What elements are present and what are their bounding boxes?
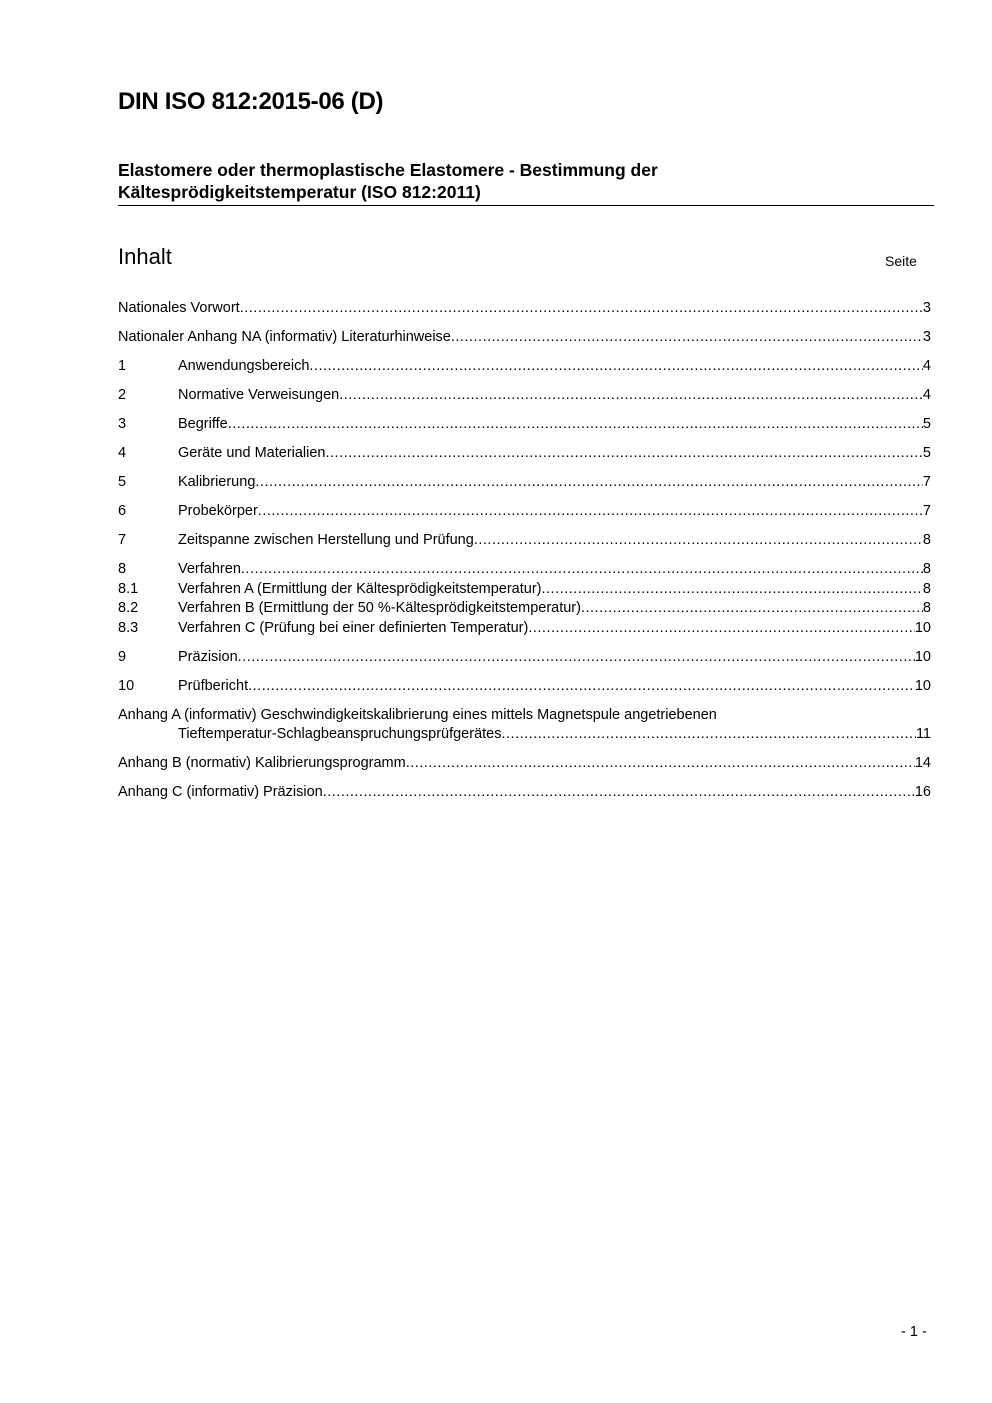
toc-entry-2[interactable] bbox=[118, 387, 931, 407]
document-id: DIN ISO 812:2015-06 (D) bbox=[118, 88, 384, 115]
toc-leader-dots bbox=[323, 784, 915, 800]
toc-entry-title: Begriffe bbox=[178, 416, 228, 432]
toc-entry-page: 14 bbox=[914, 755, 931, 771]
toc-entry-page: 5 bbox=[922, 416, 931, 432]
toc-leader-dots bbox=[339, 387, 923, 403]
toc-leader-dots bbox=[451, 329, 923, 345]
toc-entry-4[interactable] bbox=[118, 445, 931, 465]
toc-entry-number: 10 bbox=[118, 677, 135, 694]
toc-leader-dots bbox=[541, 581, 922, 597]
toc-entry-page: 10 bbox=[914, 677, 931, 694]
toc-entry-number: 5 bbox=[118, 474, 127, 490]
toc-entry-page: 8 bbox=[922, 532, 931, 548]
toc-entry-number: 8.2 bbox=[118, 600, 139, 616]
toc-leader-dots bbox=[240, 300, 923, 316]
toc-entry-page: 10 bbox=[914, 648, 931, 665]
toc-entry-title: Zeitspanne zwischen Herstellung und Prüfung bbox=[178, 532, 474, 548]
toc-entry-page: 7 bbox=[922, 474, 931, 490]
toc-entry-number: 8 bbox=[118, 561, 127, 577]
toc-page-label: Seite bbox=[885, 253, 917, 269]
toc-leader-dots bbox=[501, 726, 915, 742]
toc-entry-nationaler-anhang[interactable] bbox=[118, 329, 931, 349]
toc-entry-title: Geräte und Materialien bbox=[178, 445, 326, 461]
toc-leader-dots bbox=[474, 532, 923, 548]
toc-entry-page: 8 bbox=[922, 580, 931, 597]
toc-entry-title: Kalibrierung bbox=[178, 474, 256, 490]
toc-entry-number: 9 bbox=[118, 648, 127, 665]
toc-entry-number: 8.1 bbox=[118, 580, 139, 597]
document-subtitle bbox=[118, 159, 934, 203]
toc-entry-10[interactable] bbox=[118, 678, 931, 698]
toc-entry-5[interactable] bbox=[118, 474, 931, 494]
toc-entry-title: Präzision bbox=[178, 648, 238, 665]
toc-entry-title: Anhang C (informativ) Präzision bbox=[118, 784, 323, 800]
toc-leader-dots bbox=[258, 503, 923, 519]
toc-leader-dots bbox=[528, 620, 915, 636]
toc-entry-page: 3 bbox=[922, 300, 931, 316]
toc-entry-title: Anwendungsbereich bbox=[178, 358, 310, 374]
toc-leader-dots bbox=[406, 755, 915, 771]
toc-heading: Inhalt bbox=[118, 244, 172, 269]
toc-leader-dots bbox=[248, 678, 915, 694]
toc-entry-nationales-vorwort[interactable] bbox=[118, 300, 931, 320]
subtitle-line-1: Elastomere oder thermoplastische Elastomere - Bestimmung der bbox=[118, 160, 658, 180]
toc-entry-page: 3 bbox=[922, 329, 931, 345]
toc-entry-page: 8 bbox=[922, 600, 931, 616]
toc-leader-dots bbox=[309, 358, 923, 374]
toc-entry-title: Anhang A (informativ) Geschwindigkeitskalibrierung eines mittels Magnetspule angetriebenen bbox=[118, 706, 717, 723]
toc-leader-dots bbox=[241, 561, 923, 577]
toc-entry-page: 11 bbox=[915, 726, 931, 742]
title-divider bbox=[118, 205, 934, 206]
toc-entry-page: 16 bbox=[914, 784, 931, 800]
toc-entry-7[interactable] bbox=[118, 532, 931, 552]
toc-entry-title-continued: Tieftemperatur-Schlagbeanspruchungsprüfgerätes bbox=[178, 726, 502, 742]
toc-entry-9[interactable] bbox=[118, 649, 931, 669]
toc-entry-anhang-c[interactable] bbox=[118, 784, 931, 804]
toc-entry-page: 5 bbox=[922, 445, 931, 461]
toc-entry-title: Verfahren A (Ermittlung der Kältesprödigkeitstemperatur) bbox=[178, 580, 542, 597]
toc-entry-number: 6 bbox=[118, 503, 127, 519]
subtitle-line-2: Kältesprödigkeitstemperatur (ISO 812:2011) bbox=[118, 182, 481, 202]
toc-entry-number: 4 bbox=[118, 445, 127, 461]
toc-entry-1[interactable] bbox=[118, 358, 931, 378]
toc-leader-dots bbox=[255, 474, 923, 490]
toc-entry-page: 8 bbox=[922, 561, 931, 577]
toc-leader-dots bbox=[228, 416, 923, 432]
toc-entry-title: Verfahren C (Prüfung bei einer definierten Temperatur) bbox=[178, 619, 529, 636]
toc-entry-title: Verfahren bbox=[178, 561, 241, 577]
toc-entry-page: 7 bbox=[922, 503, 931, 519]
toc-entry-title: Nationales Vorwort bbox=[118, 300, 240, 316]
toc-entry-number: 8.3 bbox=[118, 619, 139, 636]
toc-entry-title: Verfahren B (Ermittlung der 50 %-Kältesprödigkeitstemperatur) bbox=[178, 600, 581, 616]
toc-entry-anhang-b[interactable] bbox=[118, 755, 931, 775]
table-of-contents bbox=[118, 300, 931, 804]
toc-entry-page: 4 bbox=[922, 358, 931, 374]
toc-entry-number: 2 bbox=[118, 387, 127, 403]
toc-entry-anhang-a-line2[interactable] bbox=[118, 726, 931, 746]
toc-entry-page: 4 bbox=[922, 387, 931, 403]
footer-page-number: - 1 - bbox=[901, 1324, 927, 1340]
toc-entry-8-1[interactable] bbox=[118, 581, 931, 601]
toc-entry-title: Probekörper bbox=[178, 503, 258, 519]
toc-entry-8-2[interactable] bbox=[118, 600, 931, 620]
toc-leader-dots bbox=[326, 445, 923, 461]
toc-entry-title: Normative Verweisungen bbox=[178, 387, 340, 403]
toc-entry-3[interactable] bbox=[118, 416, 931, 436]
toc-entry-number: 7 bbox=[118, 532, 127, 548]
toc-entry-anhang-a-line1[interactable] bbox=[118, 707, 931, 727]
toc-entry-page: 10 bbox=[914, 619, 931, 636]
toc-entry-8[interactable] bbox=[118, 561, 931, 581]
toc-entry-number: 1 bbox=[118, 358, 127, 374]
toc-leader-dots bbox=[581, 600, 923, 616]
toc-entry-6[interactable] bbox=[118, 503, 931, 523]
toc-entry-8-3[interactable] bbox=[118, 620, 931, 640]
toc-entry-title: Prüfbericht bbox=[178, 677, 249, 694]
toc-entry-number: 3 bbox=[118, 416, 127, 432]
toc-leader-dots bbox=[238, 649, 915, 665]
toc-entry-title: Nationaler Anhang NA (informativ) Literaturhinweise bbox=[118, 329, 451, 345]
toc-entry-title: Anhang B (normativ) Kalibrierungsprogramm bbox=[118, 755, 406, 771]
